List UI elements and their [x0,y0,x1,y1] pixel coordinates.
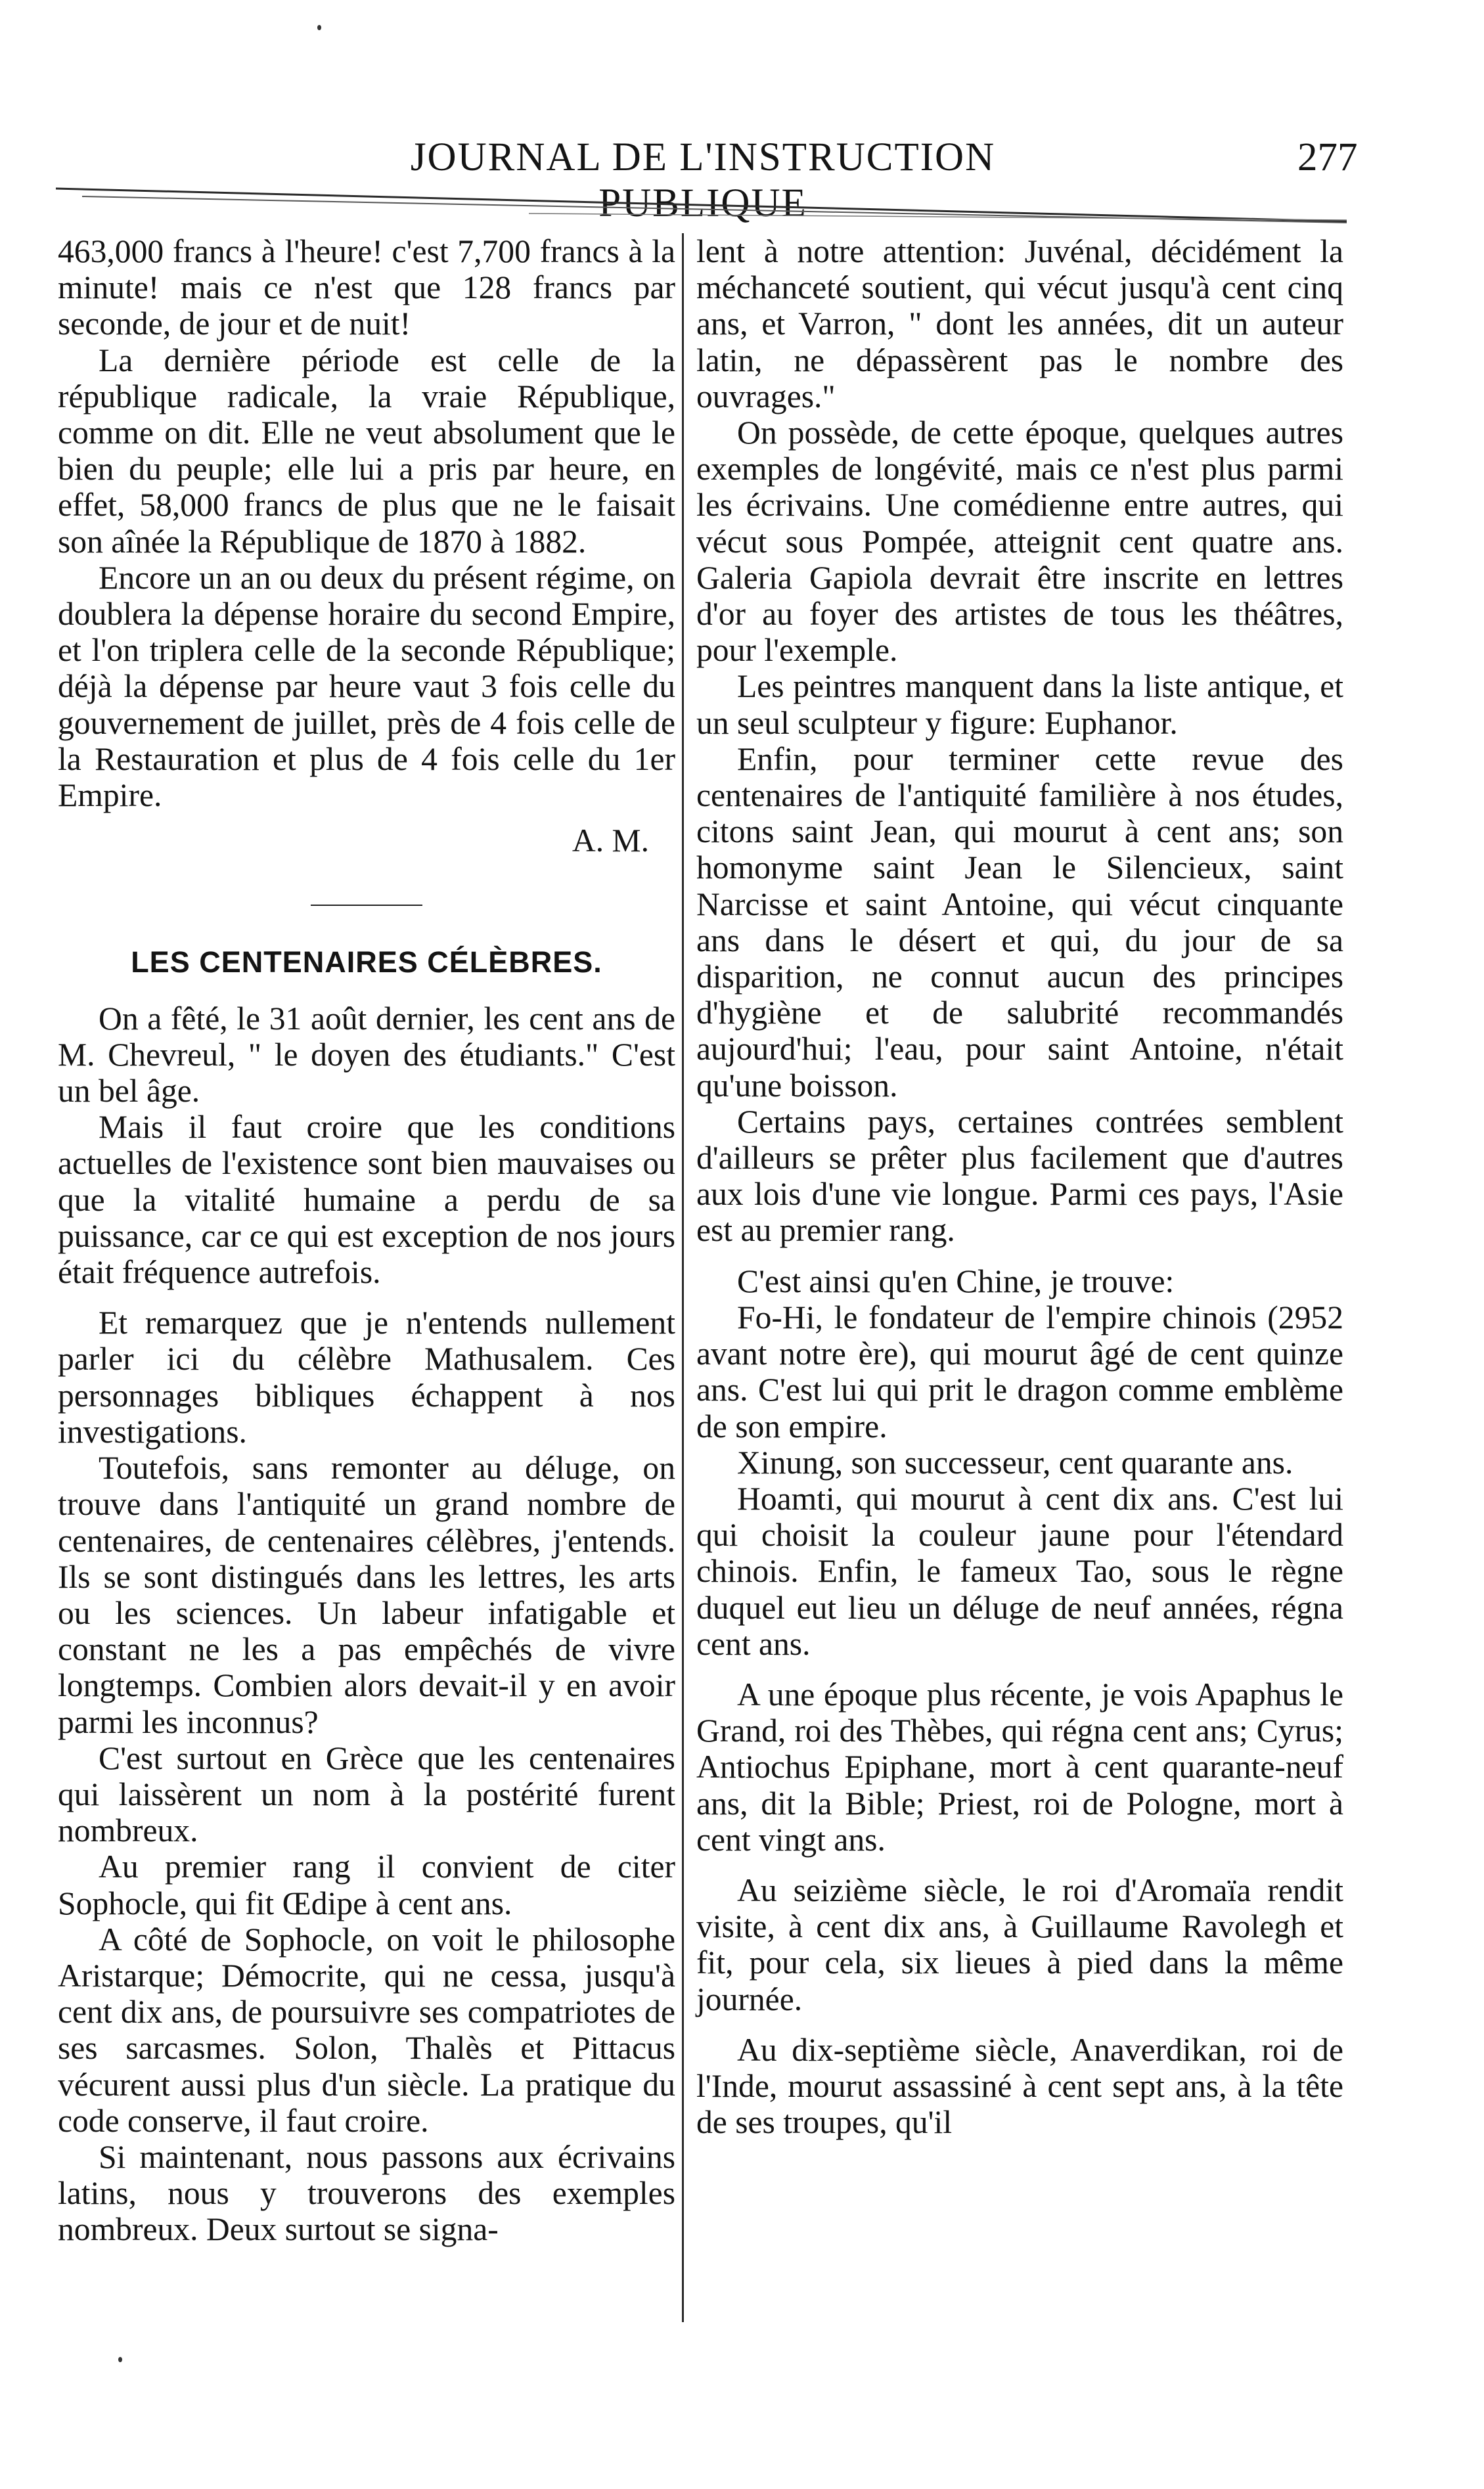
paragraph: C'est surtout en Grèce que les centenaires qui laissèrent un nom à la postérité furent nombreux. [58,1739,675,1849]
header-rule [56,181,1347,224]
print-speck [118,2357,122,2362]
paragraph: C'est ainsi qu'en Chine, je trouve: [737,1263,1175,1299]
paragraph: Si maintenant, nous passons aux écrivains latins, nous y trouverons des exemples nombreux. Deux surtout se signa- [58,2138,675,2248]
paragraph: A une époque plus récente, je vois Apaphus le Grand, roi des Thèbes, qui régna cent ans; Cyrus; Antiochus Epiphane, mort à cent quarante-neuf ans, dit la Bible; Priest, roi de Pologne, mort à cent vingt ans. [696,1676,1343,1858]
author-signature: A. M. [572,822,649,859]
paragraph: On a fêté, le 31 août dernier, les cent ans de M. Chevreul, " le doyen des étudiants." C'est un bel âge. [58,1000,675,1110]
paragraph: Mais il faut croire que les conditions actuelles de l'existence sont bien mauvaises ou que la vitalité humaine a perdu de sa puissance, car ce qui est exception de nos jours était fréquence autrefois. [58,1109,675,1291]
page-number: 277 [1297,135,1358,179]
right-column [696,233,1343,2140]
paragraph: Enfin, pour terminer cette revue des centenaires de l'antiquité familière à nos études, citons saint Jean, qui mourut à cent ans; son homonyme saint Jean le Silencieux, saint Narcisse et saint Antoine, qui vécut cinquante ans dans le désert et qui, du jour de sa disparition, ne connut aucun des principes d'hygiène et de salubrité recommandés aujourd'hui; l'eau, pour saint Antoine, n'était qu'une boisson. [696,740,1343,1104]
paragraph: Les peintres manquent dans la liste antique, et un seul sculpteur y figure: Euphanor. [696,668,1343,741]
paragraph: lent à notre attention: Juvénal, décidément la méchanceté soutient, qui vécut jusqu'à cent cinq ans, et Varron, " dont les années, dit un auteur latin, ne dépassèrent pas le nombre des ouvrages." [696,233,1343,415]
paragraph: 463,000 francs à l'heure! c'est 7,700 francs à la minute! mais ce n'est que 128 francs par seconde, de jour et de nuit! [58,233,675,342]
paragraph: Fo-Hi, le fondateur de l'empire chinois (2952 avant notre ère), qui mourut âgé de cent quinze ans. C'est lui qui prit le dragon comme emblème de son empire. [696,1299,1343,1445]
paragraph: Encore un an ou deux du présent régime, on doublera la dépense horaire du second Empire, et l'on triplera celle de la seconde République; déjà la dépense par heure vaut 3 fois celle du gouvernement de juillet, près de 4 fois celle de la Restauration et plus de 4 fois celle du 1er Empire. [58,559,675,814]
paragraph: Hoamti, qui mourut à cent dix ans. C'est lui qui choisit la couleur jaune pour l'étendard chinois. Enfin, le fameux Tao, sous le règne duquel eut lieu un déluge de neuf années, régna cent ans. [696,1480,1343,1662]
paragraph: Et remarquez que je n'entends nullement parler ici du célèbre Mathusalem. Ces personnages bibliques échappent à nos investigations. [58,1305,675,1450]
section-title: LES CENTENAIRES CÉLÈBRES. [131,945,602,979]
column-divider [682,233,684,2322]
paragraph: Au premier rang il convient de citer Sophocle, qui fit Œdipe à cent ans. [58,1849,675,1921]
section-separator [311,905,422,906]
paragraph: On possède, de cette époque, quelques autres exemples de longévité, mais ce n'est plus parmi les écrivains. Une comédienne entre autres, qui vécut sous Pompée, atteignit cent quatre ans. Galeria Gapiola devrait être inscrite en lettres d'or au foyer des artistes de tous les théâtres, pour l'exemple. [696,415,1343,669]
paragraph: Toutefois, sans remonter au déluge, on trouve dans l'antiquité un grand nombre de centenaires, de centenaires célèbres, j'entends. Ils se sont distingués dans les lettres, les arts ou les sciences. Un labeur infatigable et constant ne les a pas empêchés de vivre longtemps. Combien alors devait-il y en avoir parmi les inconnus? [58,1450,675,1740]
paragraph: Certains pays, certaines contrées semblent d'ailleurs se prêter plus facilement que d'autres aux lois d'une vie longue. Parmi ces pays, l'Asie est au premier rang. [696,1103,1343,1249]
paragraph: Xinung, son successeur, cent quarante ans. [737,1444,1293,1481]
paragraph: Au seizième siècle, le roi d'Aromaïa rendit visite, à cent dix ans, à Guillaume Ravolegh et fit, pour cela, six lieues à pied dans la même journée. [696,1872,1343,2017]
left-column [58,233,675,2248]
paragraph: A côté de Sophocle, on voit le philosophe Aristarque; Démocrite, qui ne cessa, jusqu'à cent dix ans, de poursuivre ses compatriotes de ses sarcasmes. Solon, Thalès et Pittacus vécurent aussi plus d'un siècle. La pratique du code conserve, il faut croire. [58,1921,675,2139]
paragraph: La dernière période est celle de la république radicale, la vraie République, comme on dit. Elle ne veut absolument que le bien du peuple; elle lui a pris par heure, en effet, 58,000 francs de plus que ne le faisait son aînée la République de 1870 à 1882. [58,342,675,560]
paragraph: Au dix-septième siècle, Anaverdikan, roi de l'Inde, mourut assassiné à cent sept ans, à la tête de ses troupes, qu'il [696,2031,1343,2141]
print-speck [317,25,321,30]
running-title: JOURNAL DE L'INSTRUCTION PUBLIQUE [410,135,996,225]
